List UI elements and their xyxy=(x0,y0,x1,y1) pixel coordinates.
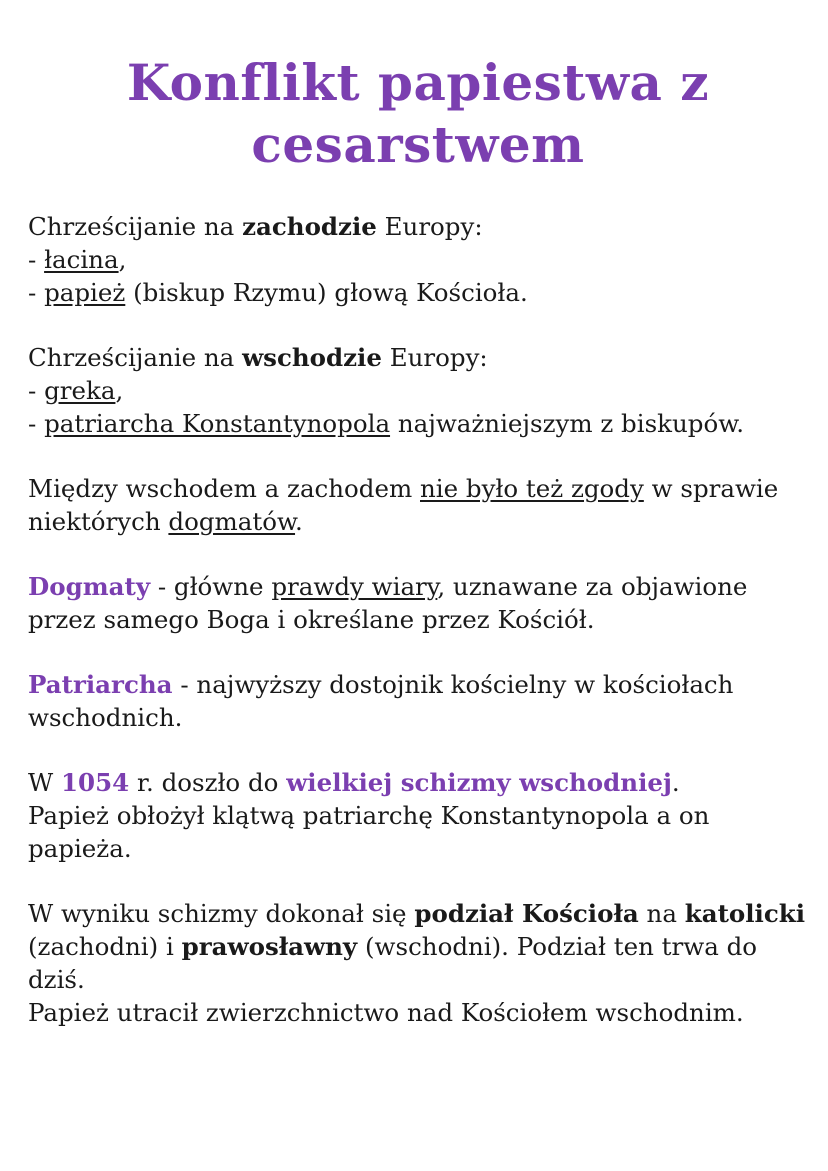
dogmaty-post: , uznawane za objawione przez samego Boga i określane przez Kościół. xyxy=(28,572,748,634)
note-page xyxy=(28,52,808,1029)
west-item2-underlined: papież xyxy=(44,278,126,307)
schism-name: wielkiej schizmy wschodniej xyxy=(286,768,672,797)
west-intro-post: Europy: xyxy=(376,212,483,241)
west-item2-dash: - xyxy=(28,278,45,307)
west-intro-bold: zachodzie xyxy=(242,212,377,241)
result-bold-2: katolicki xyxy=(684,899,806,928)
result-post: (wschodni). Podział ten trwa do dziś. xyxy=(28,932,758,994)
west-section xyxy=(28,210,808,309)
schism-line-2: Papież obłożył klątwą patriarchę Konstantynopola a on papieża. xyxy=(28,801,710,863)
result-paragraph xyxy=(28,897,808,1029)
result-pre: W wyniku schizmy dokonał się xyxy=(28,899,415,928)
west-item1-post: , xyxy=(118,245,127,274)
page-title xyxy=(28,52,808,176)
dispute-paragraph xyxy=(28,472,808,538)
east-item1-post: , xyxy=(115,376,124,405)
dogmaty-underlined: prawdy wiary xyxy=(271,572,438,601)
east-intro-bold: wschodzie xyxy=(242,343,382,372)
schism-paragraph xyxy=(28,766,808,865)
east-intro-text: Chrześcijanie na xyxy=(28,343,243,372)
patriarcha-term: Patriarcha xyxy=(28,670,173,699)
east-item1-underlined: greka xyxy=(44,376,116,405)
patriarcha-definition xyxy=(28,668,808,734)
schism-post: . xyxy=(671,768,680,797)
schism-year: 1054 xyxy=(60,768,130,797)
result-mid-1: na xyxy=(638,899,685,928)
east-intro-post: Europy: xyxy=(381,343,488,372)
schism-pre: W xyxy=(28,768,61,797)
result-mid-2: (zachodni) i xyxy=(28,932,182,961)
west-item1-dash: - xyxy=(28,245,45,274)
result-bold-3: prawosławny xyxy=(181,932,358,961)
result-bold-1: podział Kościoła xyxy=(414,899,639,928)
west-intro-text: Chrześcijanie na xyxy=(28,212,243,241)
east-item1-dash: - xyxy=(28,376,45,405)
west-item2-post: (biskup Rzymu) głową Kościoła. xyxy=(125,278,528,307)
patriarcha-post: - najwyższy dostojnik kościelny w kościołach wschodnich. xyxy=(28,670,734,732)
east-item2-dash: - xyxy=(28,409,45,438)
dispute-underlined-2: dogmatów xyxy=(168,507,296,536)
east-item2-underlined: patriarcha Konstantynopola xyxy=(44,409,391,438)
dogmaty-definition xyxy=(28,570,808,636)
title-line-2: cesarstwem xyxy=(251,115,585,174)
dogmaty-pre: - główne xyxy=(150,572,272,601)
east-item2-post: najważniejszym z biskupów. xyxy=(390,409,745,438)
west-item1-underlined: łacina xyxy=(44,245,119,274)
schism-mid: r. doszło do xyxy=(129,768,287,797)
dogmaty-term: Dogmaty xyxy=(28,572,151,601)
dispute-post: . xyxy=(295,507,303,536)
title-line-1: Konflikt papiestwa z xyxy=(126,53,710,112)
dispute-pre: Między wschodem a zachodem xyxy=(28,474,420,503)
result-line-2: Papież utracił zwierzchnictwo nad Kościołem wschodnim. xyxy=(28,998,744,1027)
dispute-mid: w sprawie niektórych xyxy=(28,474,779,536)
dispute-underlined-1: nie było też zgody xyxy=(420,474,644,503)
east-section xyxy=(28,341,808,440)
